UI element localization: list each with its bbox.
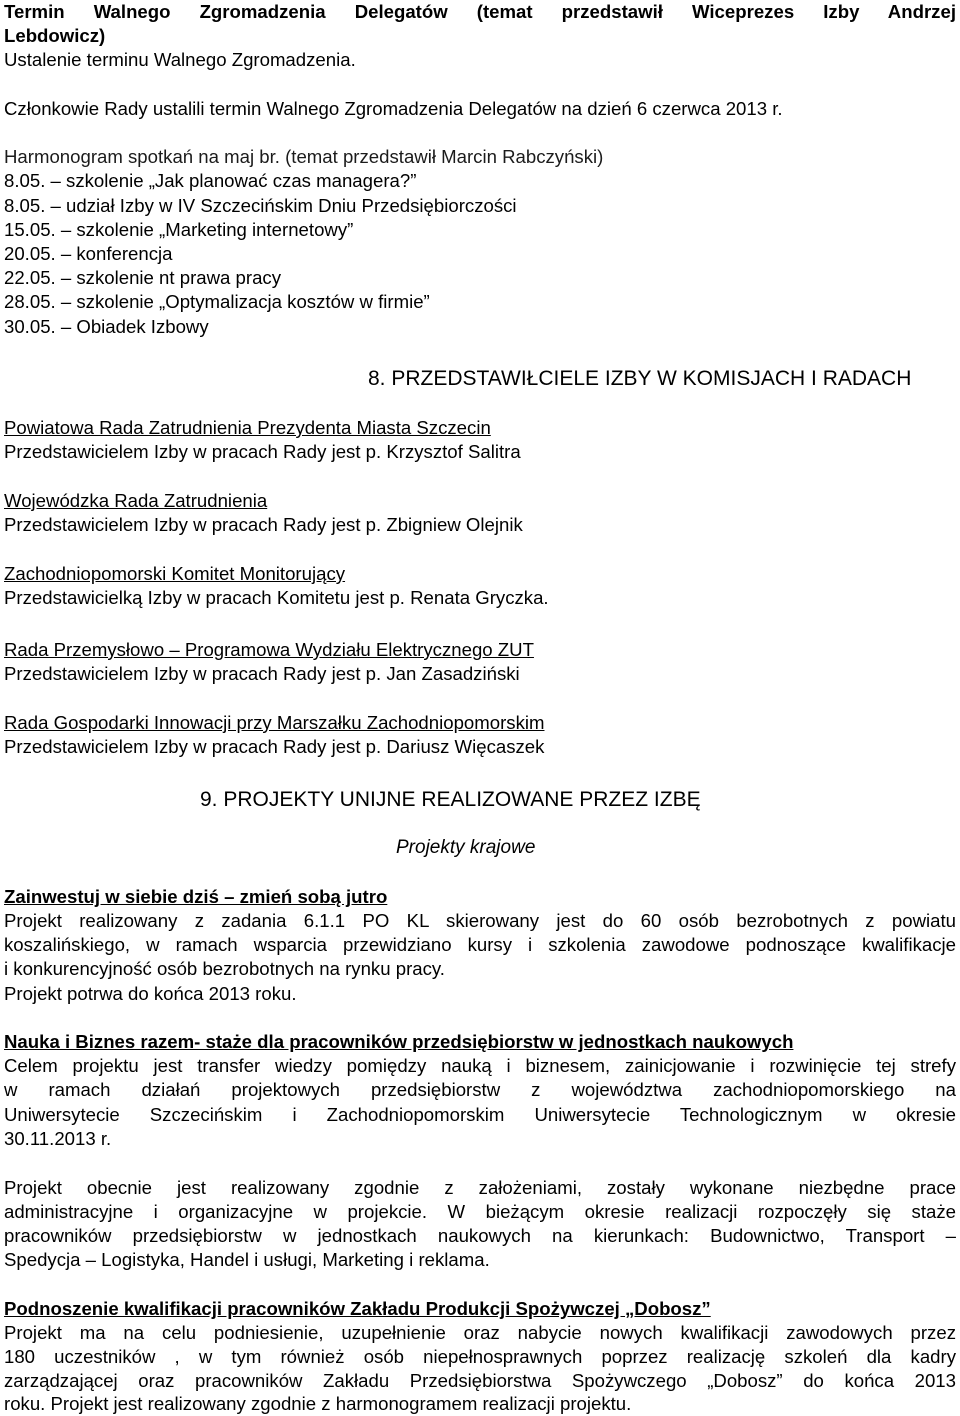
harmonogram-item: 8.05. – udział Izby w IV Szczecińskim Dniu Przedsiębiorczości	[4, 195, 517, 216]
project-line: roku. Projekt jest realizowany zgodnie z harmonogramem realizacji projektu.	[4, 1393, 632, 1414]
project-line: Spedycja – Logistyka, Handel i usługi, Marketing i reklama.	[4, 1249, 490, 1270]
harmonogram-title: Harmonogram spotkań na maj br. (temat przedstawił Marcin Rabczyński)	[4, 146, 604, 167]
harmonogram-item: 15.05. – szkolenie „Marketing internetowy”	[4, 219, 354, 240]
project-line: Uniwersytecie Szczecińskim i Zachodniopomorskim Uniwersytecie Technologicznym w okresie	[4, 1104, 956, 1125]
section9-heading: 9. PROJEKTY UNIJNE REALIZOWANE PRZEZ IZBĘ	[200, 788, 701, 811]
project-line: Projekt potrwa do końca 2013 roku.	[4, 983, 297, 1004]
walne-subtitle: Ustalenie terminu Walnego Zgromadzenia.	[4, 49, 356, 70]
council-rep: Przedstawicielem Izby w pracach Rady jest p. Jan Zasadziński	[4, 663, 520, 684]
project-line: w ramach działań projektowych przedsiębiorstw z województwa zachodniopomorskiego na	[4, 1079, 956, 1100]
council-rep: Przedstawicielem Izby w pracach Rady jest p. Krzysztof Salitra	[4, 441, 521, 462]
council-rep: Przedstawicielką Izby w pracach Komitetu jest p. Renata Gryczka.	[4, 587, 549, 608]
harmonogram-item: 20.05. – konferencja	[4, 243, 173, 264]
section9-subheading: Projekty krajowe	[396, 837, 536, 858]
walne-title-line2: Lebdowicz)	[4, 25, 106, 46]
harmonogram-item: 8.05. – szkolenie „Jak planować czas managera?”	[4, 170, 417, 191]
council-name: Rada Przemysłowo – Programowa Wydziału Elektrycznego ZUT	[4, 639, 534, 660]
project-line: 180 uczestników , w tym również osób niepełnosprawnych poprzez realizację szkoleń dla kadry	[4, 1346, 956, 1367]
project-line: Celem projektu jest transfer wiedzy pomiędzy nauką i biznesem, zainicjowanie i rozwinięcie tej strefy	[4, 1055, 956, 1076]
harmonogram-item: 30.05. – Obiadek Izbowy	[4, 316, 209, 337]
walne-title-line1: Termin Walnego Zgromadzenia Delegatów (temat przedstawił Wiceprezes Izby Andrzej	[4, 1, 956, 22]
council-name: Powiatowa Rada Zatrudnienia Prezydenta Miasta Szczecin	[4, 417, 491, 438]
project-line: pracowników przedsiębiorstw w jednostkach naukowych na kierunkach: Budownictwo, Transport –	[4, 1225, 956, 1246]
harmonogram-item: 28.05. – szkolenie „Optymalizacja kosztów w firmie”	[4, 291, 430, 312]
council-name: Wojewódzka Rada Zatrudnienia	[4, 490, 268, 511]
project-line: Projekt obecnie jest realizowany zgodnie z założeniami, zostały wykonane niezbędne prace	[4, 1177, 956, 1198]
council-rep: Przedstawicielem Izby w pracach Rady jest p. Dariusz Więcaszek	[4, 736, 545, 757]
council-name: Zachodniopomorski Komitet Monitorujący	[4, 563, 346, 584]
council-rep: Przedstawicielem Izby w pracach Rady jest p. Zbigniew Olejnik	[4, 514, 523, 535]
project-line: i konkurencyjność osób bezrobotnych na rynku pracy.	[4, 958, 445, 979]
project-line: Projekt ma na celu podniesienie, uzupełnienie oraz nabycie nowych kwalifikacji zawodowych przez	[4, 1322, 956, 1343]
council-name: Rada Gospodarki Innowacji przy Marszałku Zachodniopomorskim	[4, 712, 545, 733]
project-line: administracyjne i organizacyjne w projekcie. W bieżącym okresie realizacji rozpoczęły się staże	[4, 1201, 956, 1222]
section8-heading: 8. PRZEDSTAWIŁCIELE IZBY W KOMISJACH I RADACH	[368, 367, 912, 390]
project-line: zarządzającej oraz pracowników Zakładu Przedsiębiorstwa Spożywczego „Dobosz” do końca 2013	[4, 1370, 956, 1391]
project-title: Nauka i Biznes razem- staże dla pracowników przedsiębiorstw w jednostkach naukowych	[4, 1031, 794, 1052]
harmonogram-item: 22.05. – szkolenie nt prawa pracy	[4, 267, 281, 288]
project-title: Podnoszenie kwalifikacji pracowników Zakładu Produkcji Spożywczej „Dobosz”	[4, 1298, 711, 1319]
project-title: Zainwestuj w siebie dziś – zmień sobą jutro	[4, 886, 388, 907]
walne-decision: Członkowie Rady ustalili termin Walnego Zgromadzenia Delegatów na dzień 6 czerwca 2013 r.	[4, 98, 783, 119]
project-line: Projekt realizowany z zadania 6.1.1 PO KL skierowany jest do 60 osób bezrobotnych z powiatu	[4, 910, 956, 931]
project-line: koszalińskiego, w ramach wsparcia przewidziano kursy i szkolenia zawodowe podnoszące kwalifikacje	[4, 934, 956, 955]
project-line: 30.11.2013 r.	[4, 1128, 112, 1149]
